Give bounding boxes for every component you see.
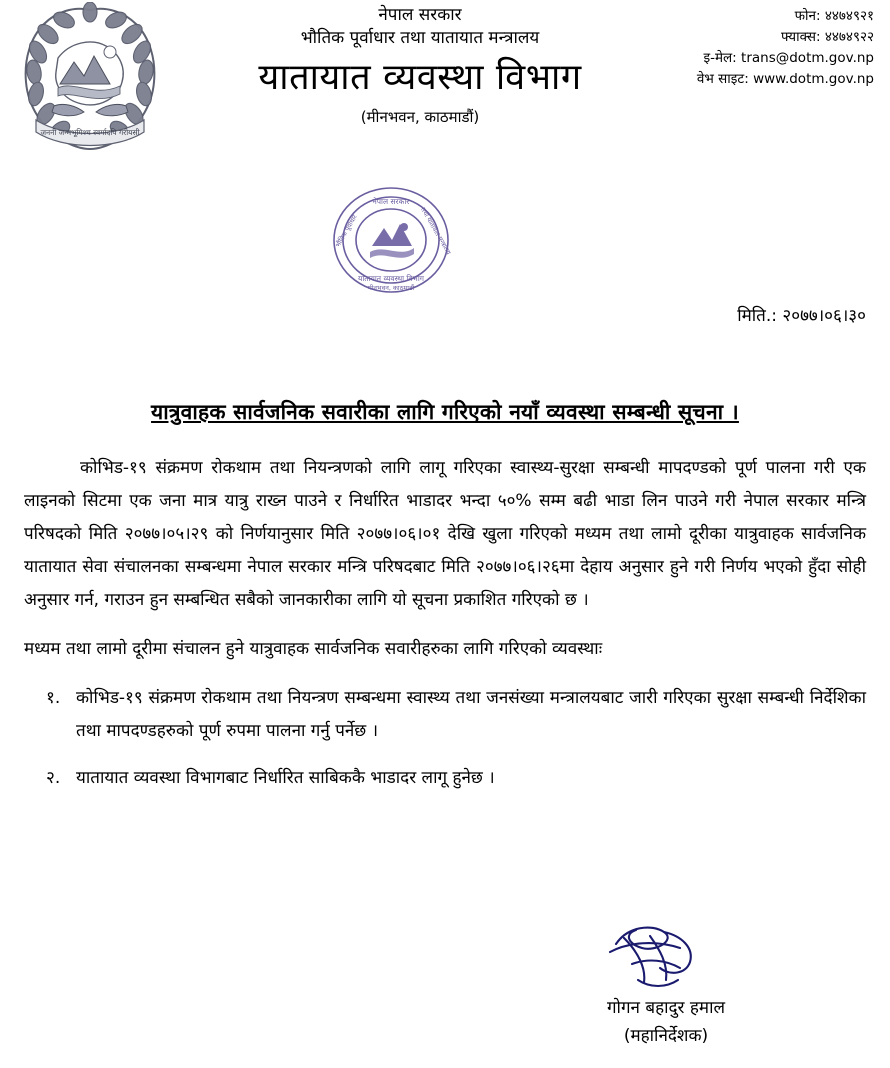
seal-area (0, 172, 890, 297)
contact-phone-label: फोन: (794, 8, 821, 24)
notice-body (0, 398, 890, 795)
contact-email-value: trans@dotm.gov.np (741, 50, 874, 66)
paragraph-2: मध्यम तथा लामो दूरीमा संचालन हुने यात्रुवाहक सार्वजनिक सवारीहरुका लागि गरिएको व्यवस्थाः (24, 639, 603, 659)
list-item-number: २. (46, 768, 61, 788)
contact-email-label: इ-मेल: (703, 50, 737, 66)
list-item-text: कोभिड-१९ संक्रमण रोकथाम तथा नियन्त्रण सम्बन्धमा स्वास्थ्य तथा जनसंख्या मन्त्रालयबाट जारी गरिएका सुरक्षा सम्बन्धी निर्देशिका तथा मापदण्डहरुको पूर्ण रुपमा पालना गर्नु पर्नेछ । (76, 688, 866, 741)
svg-text:जननी जन्मभूमिश्च स्वर्गादपि गर: जननी जन्मभूमिश्च स्वर्गादपि गरीयसी (40, 128, 140, 137)
signatory-name: गोगन बहादुर हमाल (606, 998, 726, 1018)
contact-website-label: वेभ साइट: (696, 71, 749, 87)
contact-phone-value: ४४७४९२१ (824, 8, 874, 24)
svg-text:तथा यातायात मन्त्रालय: तथा यातायात मन्त्रालय (418, 205, 452, 257)
contact-phone (697, 6, 874, 27)
list-item-number: १. (46, 688, 61, 708)
header-center (180, 4, 660, 128)
contact-fax-label: फ्याक्स: (781, 29, 821, 45)
svg-text:नेपाल सरकार: नेपाल सरकार (372, 197, 410, 206)
paragraph-1: कोभिड-१९ संक्रमण रोकथाम तथा नियन्त्रणको लागि लागू गरिएका स्वास्थ्य-सुरक्षा सम्बन्धी मापदण्डको पूर्ण पालना गरी एक लाइनको सिटमा एक जना मात्र यात्रु राख्न पाउने र निर्धारित भाडादर भन्दा ५०% सम्म बढी भाडा लिन पाउने गरी नेपाल सरकार मन्त्रि परिषदको मिति २०७७।०५।२९ को निर्णयानुसार मिति २०७७।०६।०१ देखि खुला गरिएको मध्यम तथा लामो दूरीका यात्रुवाहक सार्वजनिक यातायात सेवा संचालनका सम्बन्धमा नेपाल सरकार मन्त्रि परिषदबाट मिति २०७७।०६।२६मा देहाय अनुसार हुने गरी निर्णय भएको हुँदा सोही अनुसार गर्न, गराउन हुन सम्बन्धित सबैको जानकारीका लागि यो सूचना प्रकाशित गरिएको छ । (24, 458, 866, 610)
contact-website-value: www.dotm.gov.np (753, 71, 874, 87)
provisions-list (24, 682, 866, 795)
list-item (24, 762, 866, 795)
contact-fax (697, 27, 874, 48)
signatory-post: (महानिर्देशक) (623, 1026, 709, 1046)
department-address: (मीनभवन, काठमाडौं) (360, 108, 480, 126)
letterhead (0, 0, 890, 172)
gov-line-1: नेपाल सरकार (378, 5, 462, 25)
document-date: मिति.: २०७७।०६।३० (737, 306, 866, 326)
contact-fax-value: ४४७४९२२ (824, 29, 874, 45)
svg-text:यातायात व्यवस्था विभाग: यातायात व्यवस्था विभाग (358, 274, 424, 283)
department-seal-icon (330, 184, 452, 296)
nepal-emblem-icon (14, 2, 166, 154)
svg-text:भौतिक पूर्वाधार: भौतिक पूर्वाधार (333, 213, 359, 249)
page-title: यात्रुवाहक सार्वजनिक सवारीका लागि गरिएको नयाँ व्यवस्था सम्बन्धी सूचना । (151, 400, 739, 424)
signature-block (536, 918, 796, 1050)
list-item (24, 682, 866, 748)
handwritten-signature-icon (536, 918, 796, 994)
header-contacts (697, 6, 874, 90)
svg-text:मीनभवन, काठमाडौं: मीनभवन, काठमाडौं (367, 284, 415, 292)
contact-website (697, 69, 874, 90)
list-item-text: यातायात व्यवस्था विभागबाट निर्धारित साबिककै भाडादर लागू हुनेछ । (76, 768, 495, 788)
department-title: यातायात व्यवस्था विभाग (258, 57, 582, 98)
gov-line-2: भौतिक पूर्वाधार तथा यातायात मन्त्रालय (300, 28, 540, 48)
contact-email (697, 48, 874, 69)
